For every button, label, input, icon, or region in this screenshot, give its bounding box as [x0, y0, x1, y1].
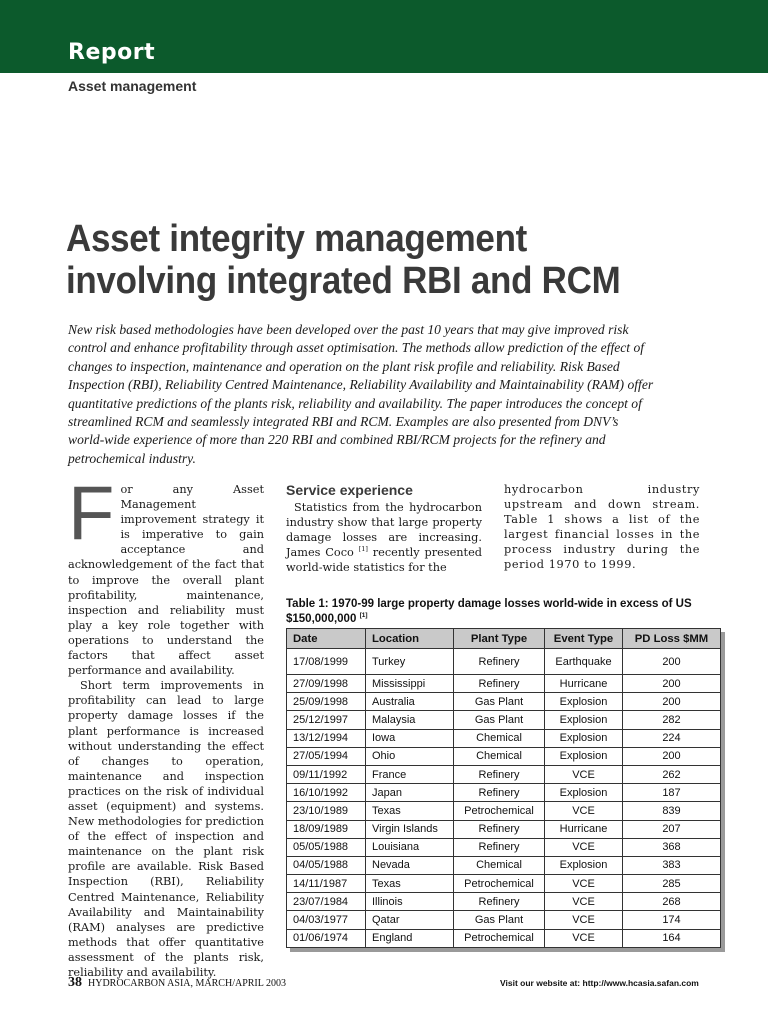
table-row	[287, 856, 721, 874]
subsection-label: Asset management	[68, 78, 197, 94]
section-label: Report	[68, 40, 156, 65]
cell-event-type: VCE	[545, 765, 623, 783]
service-text-start: Statistics from the hydrocarbon industry show that large property damage losses are increasing. James Coco	[286, 501, 482, 560]
table-row	[287, 820, 721, 838]
table-row	[287, 802, 721, 820]
table-row	[287, 911, 721, 929]
cell-event-type: Explosion	[545, 856, 623, 874]
cell-date: 25/12/1997	[287, 711, 366, 729]
cell-date: 23/07/1984	[287, 893, 366, 911]
cell-pd-loss: 383	[623, 856, 721, 874]
cell-location: Japan	[366, 784, 454, 802]
cell-plant-type: Gas Plant	[454, 911, 545, 929]
cell-location: Ohio	[366, 747, 454, 765]
cell-pd-loss: 200	[623, 747, 721, 765]
cell-plant-type: Refinery	[454, 784, 545, 802]
cell-event-type: Explosion	[545, 747, 623, 765]
cell-location: Iowa	[366, 729, 454, 747]
cell-location: Virgin Islands	[366, 820, 454, 838]
cell-event-type: VCE	[545, 929, 623, 947]
intro-text: or any Asset Management improvement strategy it is imperative to gain acceptance and acknowledgement of the fact that to improve the overall plant profitability, maintenance, inspection and reliability must play a key role together with operations to understand the factors that affect asset performance and availability.	[68, 483, 264, 678]
table-row	[287, 838, 721, 856]
table-row	[287, 875, 721, 893]
cell-location: Nevada	[366, 856, 454, 874]
cell-pd-loss: 200	[623, 675, 721, 693]
cell-location: England	[366, 929, 454, 947]
cell-pd-loss: 164	[623, 929, 721, 947]
cell-event-type: VCE	[545, 875, 623, 893]
table-row	[287, 765, 721, 783]
cell-location: Turkey	[366, 649, 454, 675]
table-caption-text: Table 1: 1970-99 large property damage losses world-wide in excess of US $150,000,000	[286, 598, 692, 625]
table-caption-ref: [1]	[359, 612, 368, 620]
cell-date: 09/11/1992	[287, 765, 366, 783]
article-title: Asset integrity management involving integrated RBI and RCM	[66, 218, 621, 302]
cell-plant-type: Gas Plant	[454, 693, 545, 711]
reference-marker: [1]	[358, 545, 368, 554]
cell-pd-loss: 224	[623, 729, 721, 747]
cell-date: 16/10/1992	[287, 784, 366, 802]
cell-plant-type: Refinery	[454, 820, 545, 838]
intro-paragraph	[68, 471, 264, 678]
table-row	[287, 649, 721, 675]
cell-pd-loss: 200	[623, 649, 721, 675]
body-paragraph: Short term improvements in profitability can lead to large property damage losses if the plant performance is increased without understanding the effect of changes to operation, maintenance and inspection practices on the risk of individual asset (equipment) and systems. New methodologies for prediction of the effect of inspection and maintenance on the plant risk profile are available. Risk Based Inspection (RBI), Reliability Centred Maintenance, Reliability Availability and Maintainability (RAM) analyses are predictive methods that offer quantitative assessment of the plants risk, reliability and availability.	[68, 679, 264, 979]
header-event-type: Event Type	[545, 629, 623, 649]
drop-cap: F	[68, 471, 115, 556]
cell-pd-loss: 839	[623, 802, 721, 820]
cell-pd-loss: 187	[623, 784, 721, 802]
cell-location: Texas	[366, 802, 454, 820]
cell-plant-type: Chemical	[454, 729, 545, 747]
cell-pd-loss: 200	[623, 693, 721, 711]
cell-plant-type: Refinery	[454, 649, 545, 675]
cell-pd-loss: 268	[623, 893, 721, 911]
cell-event-type: Hurricane	[545, 675, 623, 693]
cell-plant-type: Petrochemical	[454, 929, 545, 947]
table-body	[287, 649, 721, 948]
publication-line: HYDROCARBON ASIA, MARCH/APRIL 2003	[88, 978, 286, 989]
column-3-paragraph: hydrocarbon industry upstream and down stream. Table 1 shows a list of the largest financial losses in the process industry during the period 1970 to 1999.	[504, 483, 700, 572]
cell-event-type: Earthquake	[545, 649, 623, 675]
table-row	[287, 729, 721, 747]
cell-event-type: Explosion	[545, 711, 623, 729]
cell-plant-type: Gas Plant	[454, 711, 545, 729]
cell-plant-type: Chemical	[454, 747, 545, 765]
section-heading: Service experience	[286, 482, 413, 498]
table-row	[287, 675, 721, 693]
cell-plant-type: Chemical	[454, 856, 545, 874]
cell-date: 04/05/1988	[287, 856, 366, 874]
table-row	[287, 929, 721, 947]
cell-plant-type: Refinery	[454, 893, 545, 911]
cell-date: 14/11/1987	[287, 875, 366, 893]
cell-plant-type: Refinery	[454, 765, 545, 783]
table-caption	[286, 597, 726, 627]
cell-location: Malaysia	[366, 711, 454, 729]
cell-date: 27/09/1998	[287, 675, 366, 693]
body-column-1	[68, 471, 264, 980]
cell-date: 01/06/1974	[287, 929, 366, 947]
cell-plant-type: Petrochemical	[454, 875, 545, 893]
cell-location: Qatar	[366, 911, 454, 929]
cell-pd-loss: 282	[623, 711, 721, 729]
table-row	[287, 747, 721, 765]
cell-date: 13/12/1994	[287, 729, 366, 747]
table-row	[287, 693, 721, 711]
cell-date: 05/05/1988	[287, 838, 366, 856]
cell-date: 04/03/1977	[287, 911, 366, 929]
cell-event-type: Explosion	[545, 784, 623, 802]
table-row	[287, 784, 721, 802]
cell-event-type: Explosion	[545, 693, 623, 711]
cell-event-type: Explosion	[545, 729, 623, 747]
cell-plant-type: Petrochemical	[454, 802, 545, 820]
cell-plant-type: Refinery	[454, 838, 545, 856]
cell-plant-type: Refinery	[454, 675, 545, 693]
cell-date: 23/10/1989	[287, 802, 366, 820]
cell-location: France	[366, 765, 454, 783]
header-location: Location	[366, 629, 454, 649]
cell-location: Australia	[366, 693, 454, 711]
cell-pd-loss: 174	[623, 911, 721, 929]
header-date: Date	[287, 629, 366, 649]
website-line: Visit our website at: http://www.hcasia.safan.com	[500, 978, 699, 988]
header-plant-type: Plant Type	[454, 629, 545, 649]
cell-date: 27/05/1994	[287, 747, 366, 765]
cell-event-type: VCE	[545, 893, 623, 911]
loss-table	[286, 628, 721, 948]
body-column-3	[504, 482, 700, 573]
cell-location: Louisiana	[366, 838, 454, 856]
cell-date: 18/09/1989	[287, 820, 366, 838]
article-abstract: New risk based methodologies have been developed over the past 10 years that may give improved risk control and enhance profitability through asset optimisation. The methods allow prediction of the effect of changes to inspection, maintenance and operation on the plant risk profile and reliability. Risk Based Inspection (RBI), Reliability Centred Maintenance, Reliability Availability and Maintainability (RAM) offer quantitative predictions of the plants risk, reliability and availability. The paper introduces the concept of streamlined RCM and seamlessly integrated RBI and RCM. Examples are also presented from DNV’s world-wide experience of more than 220 RBI and combined RBI/RCM projects for the refinery and petrochemical industry.	[68, 322, 654, 466]
cell-event-type: VCE	[545, 911, 623, 929]
cell-location: Illinois	[366, 893, 454, 911]
cell-event-type: Hurricane	[545, 820, 623, 838]
cell-event-type: VCE	[545, 802, 623, 820]
body-column-2	[286, 482, 482, 575]
page-number: 38	[68, 975, 82, 990]
cell-date: 17/08/1999	[287, 649, 366, 675]
cell-pd-loss: 207	[623, 820, 721, 838]
cell-location: Texas	[366, 875, 454, 893]
table-row	[287, 711, 721, 729]
cell-date: 25/09/1998	[287, 693, 366, 711]
service-text-end: recently presented world-wide statistics for the	[286, 546, 482, 575]
loss-table-wrapper	[286, 628, 721, 948]
cell-location: Mississippi	[366, 675, 454, 693]
footer-left	[68, 975, 286, 991]
cell-pd-loss: 262	[623, 765, 721, 783]
service-paragraph	[286, 500, 482, 575]
cell-pd-loss: 285	[623, 875, 721, 893]
table-header-row	[287, 629, 721, 649]
table-row	[287, 893, 721, 911]
cell-event-type: VCE	[545, 838, 623, 856]
header-pd-loss: PD Loss $MM	[623, 629, 721, 649]
cell-pd-loss: 368	[623, 838, 721, 856]
